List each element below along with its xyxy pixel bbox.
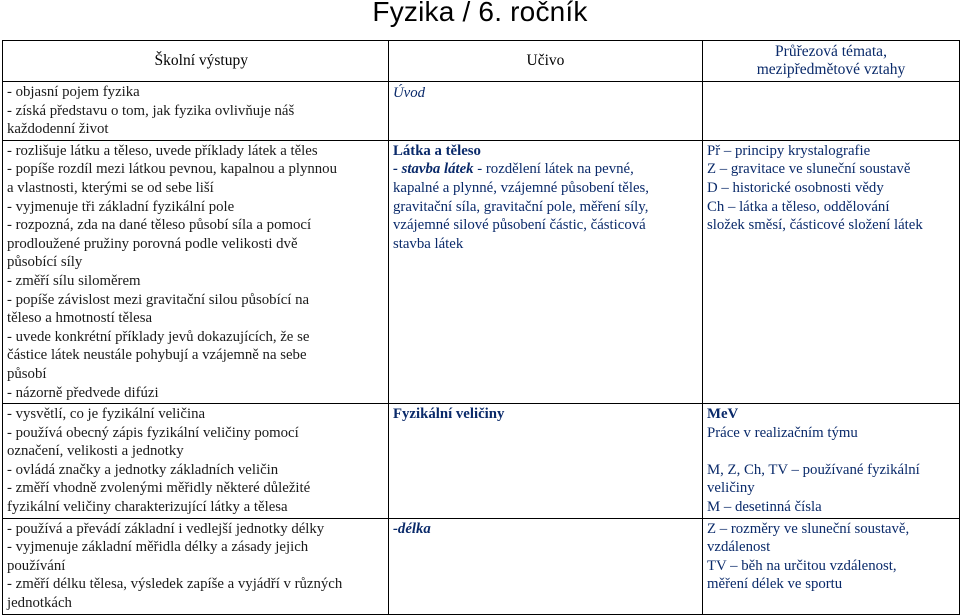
outcome-line: - změří sílu siloměrem [7, 272, 141, 289]
outcome-line: - názorně předvede difúzi [7, 384, 159, 401]
cross-line: veličiny [707, 480, 755, 497]
cross-line: Práce v realizačním týmu [707, 424, 858, 441]
outcome-line: - popíše závislost mezi gravitační silou působící na [7, 291, 310, 308]
curriculum-line [393, 160, 698, 179]
outcome-line: - vyjmenuje tři základní fyzikální pole [7, 198, 235, 215]
cross-cell [703, 82, 960, 141]
outcome-line: působí [7, 365, 47, 382]
outcome-line: - používá a převádí základní i vedlejší jednotky délky [7, 520, 325, 537]
table-row [3, 82, 960, 141]
outcome-line: - rozpozná, zda na dané těleso působí síla a pomocí [7, 217, 312, 234]
outcomes-cell [3, 82, 389, 141]
cross-line: měření délek ve sportu [707, 576, 843, 593]
outcome-line: - objasní pojem fyzika [7, 84, 140, 100]
cross-line: vzdálenost [707, 539, 771, 556]
cross-cell [703, 518, 960, 614]
curriculum-table [2, 40, 960, 615]
table-row [3, 140, 960, 403]
curriculum-line: gravitační síla, gravitační pole, měření síly, [393, 198, 649, 215]
outcome-line: částice látek neustále pohybují a vzájemně na sebe [7, 347, 307, 364]
curriculum-emphasis: -délka [393, 520, 431, 537]
header-cross-line-2: mezipředmětové vztahy [756, 61, 906, 78]
outcome-line: - popíše rozdíl mezi látkou pevnou, kapalnou a plynnou [7, 161, 337, 178]
curriculum-title: Látka a těleso [393, 142, 481, 159]
outcome-line: - uvede konkrétní příklady jevů dokazujících, že se [7, 328, 310, 345]
outcome-line: - změří vhodně zvolenými měřidly některé důležité [7, 480, 311, 497]
curriculum-cell [389, 518, 703, 614]
cross-line: Z – gravitace ve sluneční soustavě [707, 161, 911, 178]
curriculum-emphasis: - stavba látek [393, 161, 474, 178]
outcome-line: a vlastnosti, kterými se od sebe liší [7, 179, 214, 196]
header-outcomes: Školní výstupy [3, 41, 389, 82]
cross-gap [707, 442, 955, 461]
cross-line: Z – rozměry ve sluneční soustavě, [707, 520, 910, 537]
outcomes-cell [3, 518, 389, 614]
table-row [3, 518, 960, 614]
cross-cell [703, 140, 960, 403]
cross-line: M, Z, Ch, TV – používané fyzikální [707, 461, 920, 478]
cross-line: D – historické osobnosti vědy [707, 179, 884, 196]
curriculum-title: Úvod [393, 85, 426, 101]
header-cross-line-1: Průřezová témata, [775, 43, 887, 60]
outcomes-cell [3, 140, 389, 403]
outcome-line: fyzikální veličiny charakterizující látky a tělesa [7, 499, 288, 516]
curriculum-line: vzájemné silové působení částic, částicová [393, 217, 646, 234]
outcome-line: jednotkách [7, 595, 72, 612]
header-curriculum: Učivo [389, 41, 703, 82]
cross-title: MeV [707, 406, 739, 423]
outcomes-cell [3, 404, 389, 519]
outcome-line: - změří délku tělesa, výsledek zapíše a vyjádří v různých [7, 576, 343, 593]
cross-line: TV – běh na určitou vzdálenost, [707, 557, 897, 574]
outcome-line: každodenní život [7, 121, 109, 138]
outcome-line: - vyjmenuje základní měřidla délky a zásady jejich [7, 539, 309, 556]
curriculum-cell [389, 140, 703, 403]
cross-line: složek směsí, částicové složení látek [707, 217, 923, 234]
curriculum-title: Fyzikální veličiny [393, 406, 505, 423]
header-cross-topics [703, 41, 960, 82]
document-title: Fyzika / 6. ročník [372, 0, 588, 27]
curriculum-text: - rozdělení látek na pevné, [473, 161, 634, 178]
outcome-line: - rozlišuje látku a těleso, uvede příklady látek a těles [7, 142, 318, 159]
outcome-line: působící síly [7, 254, 83, 271]
curriculum-line: kapalné a plynné, vzájemné působení těles, [393, 179, 649, 196]
outcome-line: - ovládá značky a jednotky základních veličin [7, 461, 279, 478]
curriculum-cell [389, 404, 703, 519]
cross-cell [703, 404, 960, 519]
cross-line: Ch – látka a těleso, oddělování [707, 198, 890, 215]
outcome-line: těleso a hmotností tělesa [7, 310, 153, 327]
cross-line: Př – principy krystalografie [707, 142, 871, 159]
cross-line: M – desetinná čísla [707, 499, 822, 516]
outcome-line: prodloužené pružiny porovná podle velikosti dvě [7, 235, 298, 252]
curriculum-line: stavba látek [393, 235, 464, 252]
outcome-line: používání [7, 557, 66, 574]
table-row [3, 404, 960, 519]
outcome-line: označení, velikosti a jednotky [7, 443, 184, 460]
curriculum-cell [389, 82, 703, 141]
header-row [3, 41, 960, 82]
outcome-line: - používá obecný zápis fyzikální veličiny pomocí [7, 424, 299, 441]
outcome-line: - získá představu o tom, jak fyzika ovlivňuje náš [7, 102, 295, 119]
outcome-line: - vysvětlí, co je fyzikální veličina [7, 406, 206, 423]
